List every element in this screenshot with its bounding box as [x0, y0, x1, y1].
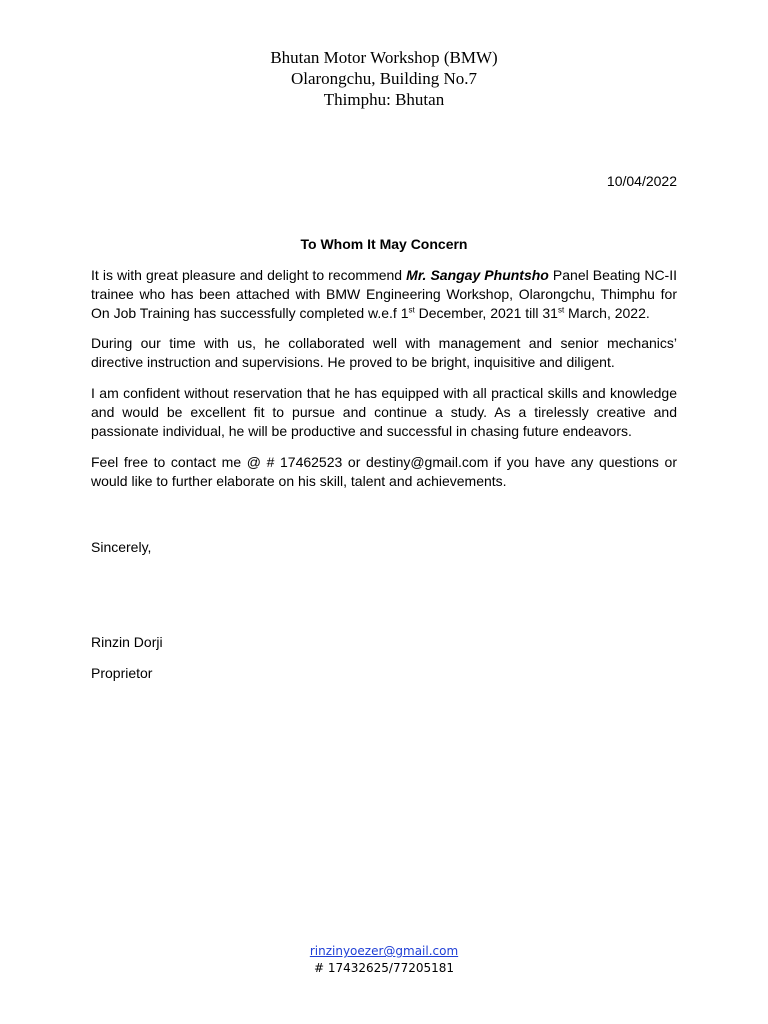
paragraph-confidence: I am confident without reservation that he has equipped with all practical skills and knowledge and would be excellent fit to pursue and continue a study. As a tirelessly creative and passionate individual, he will be productive and successful in chasing future endeavors.: [91, 385, 677, 439]
letter-date: 10/04/2022: [606, 173, 677, 189]
p1-lead: It is with great pleasure and delight to recommend: [91, 267, 407, 283]
paragraph-contact: Feel free to contact me @ # 17462523 or destiny@gmail.com if you have any questions or would like to further elaborate on his skill, talent and achievements.: [91, 454, 677, 489]
ordinal-suffix: st: [557, 305, 565, 315]
paragraph-recommendation: [91, 266, 677, 323]
p1-middle: Panel Beating NC-II trainee who has been attached with BMW Engineering Workshop, Olarongchu, Thimphu for On Job Training has successfully completed w.e.f 1: [91, 267, 677, 321]
paragraph-collaboration: During our time with us, he collaborated well with management and senior mechanics’ directive instruction and supervisions. He proved to be bright, inquisitive and diligent.: [91, 335, 677, 370]
signer-title: Proprietor: [91, 665, 153, 681]
footer-email-link[interactable]: rinzinyoezer@gmail.com: [309, 944, 459, 958]
signer-name: Rinzin Dorji: [91, 634, 163, 650]
ordinal-suffix: st: [408, 305, 415, 315]
trainee-name: Mr. Sangay Phuntsho: [406, 267, 549, 283]
p1-date-mid: December, 2021 till 31: [414, 305, 558, 321]
letter-subject: To Whom It May Concern: [300, 236, 468, 252]
letter-footer: [0, 943, 768, 977]
company-address: Olarongchu, Building No.7: [290, 69, 478, 88]
company-name: Bhutan Motor Workshop (BMW): [270, 48, 498, 67]
footer-phone: # 17432625/77205181: [313, 961, 455, 975]
letterhead: [0, 47, 768, 110]
letter-closing: Sincerely,: [91, 539, 152, 555]
letter-body: [91, 266, 677, 503]
company-city: Thimphu: Bhutan: [323, 90, 445, 109]
p1-tail: March, 2022.: [564, 305, 650, 321]
